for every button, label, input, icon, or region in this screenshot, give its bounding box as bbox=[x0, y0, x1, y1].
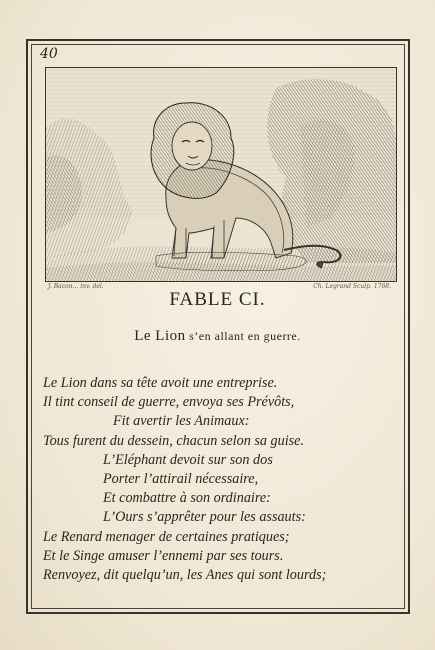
verse-line: Il tint conseil de guerre, envoya ses Prévôts, bbox=[43, 394, 295, 411]
verse-line: L’Eléphant devoit sur son dos bbox=[103, 451, 273, 468]
verse-line: Le Lion dans sa tête avoit une entreprise. bbox=[43, 375, 278, 391]
engraving-credit-left: J. Bacon... inv. del. bbox=[48, 283, 104, 290]
verse-line: Tous furent du dessein, chacun selon sa guise. bbox=[43, 432, 305, 449]
fable-subtitle bbox=[0, 328, 435, 345]
lion-engraving-icon bbox=[46, 68, 396, 281]
page-number: 40 bbox=[40, 46, 58, 62]
verse-line: Fit avertir les Animaux: bbox=[113, 413, 250, 430]
fable-subtitle-rest: s’en allant en guerre. bbox=[185, 329, 301, 343]
verse-line: Le Renard menager de certaines pratiques; bbox=[43, 528, 290, 545]
verse-line: Et combattre à son ordinaire: bbox=[103, 490, 271, 507]
engraving-plate bbox=[45, 67, 397, 282]
fable-subtitle-cap: Le Lion bbox=[134, 328, 186, 344]
fable-verse bbox=[43, 374, 403, 585]
verse-line: Porter l’attirail nécessaire, bbox=[103, 471, 259, 488]
verse-line: Et le Singe amuser l’ennemi par ses tours. bbox=[43, 547, 284, 564]
fable-title: FABLE CI. bbox=[169, 289, 266, 310]
engraving-credit-right: Ch. Legrand Sculp. 1768. bbox=[313, 283, 391, 290]
verse-line: L’Ours s’apprêter pour les assauts: bbox=[103, 509, 306, 526]
verse-line: Renvoyez, dit quelqu’un, les Anes qui sont lourds; bbox=[43, 567, 327, 584]
